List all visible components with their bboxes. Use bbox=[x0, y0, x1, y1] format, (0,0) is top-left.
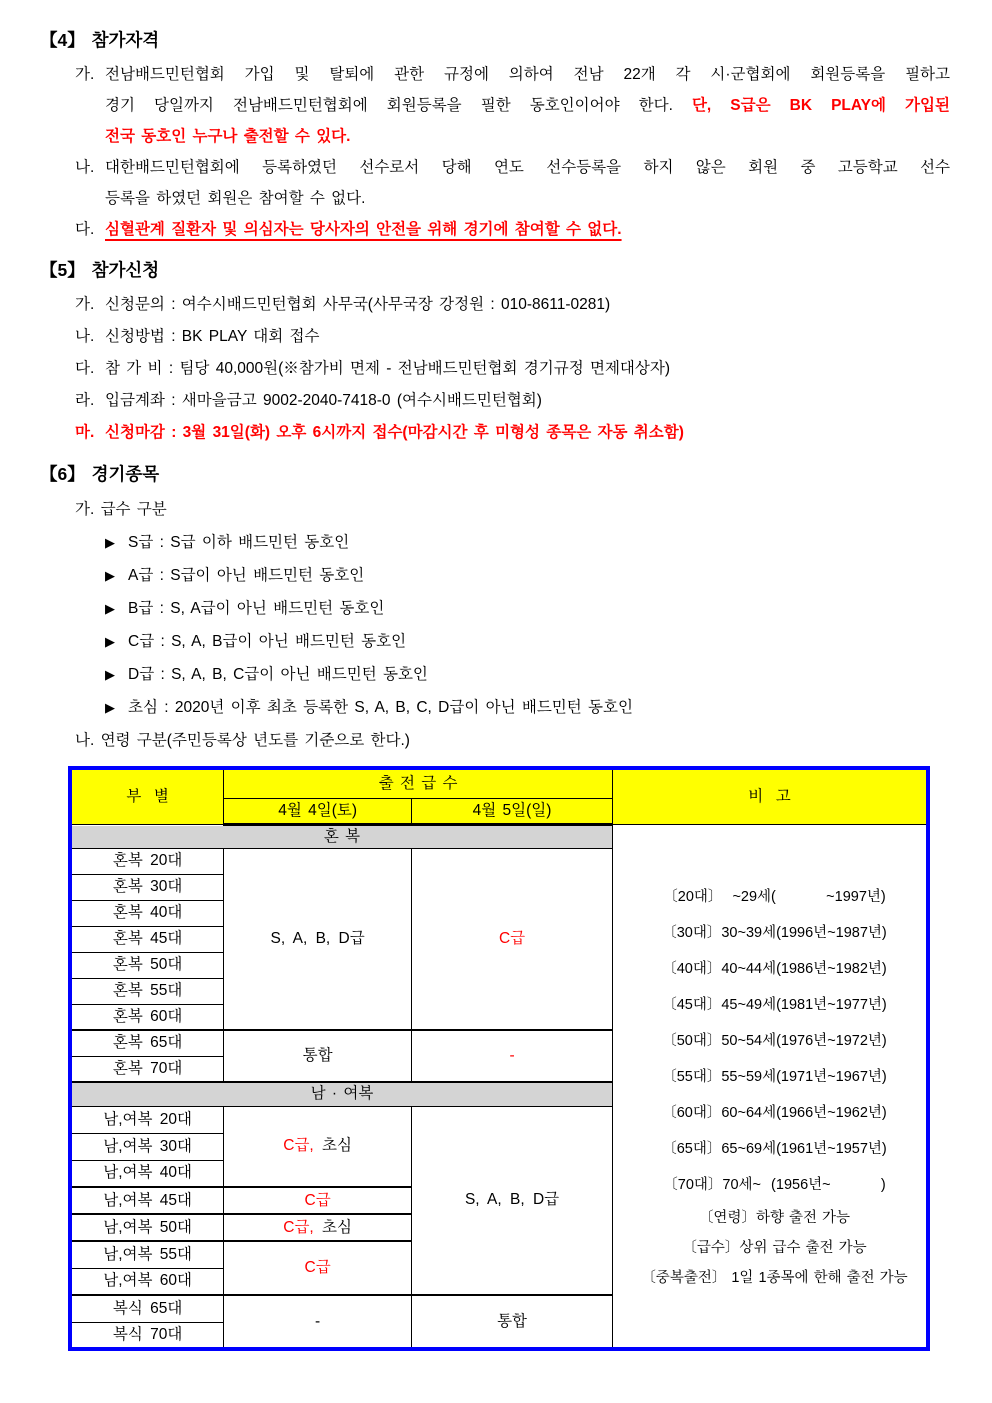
note-line: 〔연령〕하향 출전 가능 bbox=[698, 1209, 851, 1226]
section-application bbox=[40, 258, 950, 449]
section-participation-eligibility bbox=[40, 28, 950, 245]
division-cell: 혼복 60대 bbox=[70, 1004, 224, 1030]
section-4-title: 【4】 참가자격 bbox=[40, 30, 160, 50]
note-line: 〔50대〕50~54세(1976년~1972년) bbox=[662, 1032, 887, 1049]
grade-cell-sat bbox=[224, 1106, 412, 1187]
grade-cell-sat: - bbox=[224, 1295, 412, 1349]
division-cell: 혼복 70대 bbox=[70, 1056, 224, 1082]
division-cell: 혼복 30대 bbox=[70, 874, 224, 900]
list-item-deadline bbox=[75, 417, 950, 449]
division-cell: 복식 70대 bbox=[70, 1322, 224, 1349]
note-line: 〔40대〕40~44세(1986년~1982년) bbox=[662, 960, 887, 977]
division-cell: 남,여복 45대 bbox=[70, 1187, 224, 1214]
division-cell: 남,여복 20대 bbox=[70, 1106, 224, 1133]
list-item bbox=[75, 353, 950, 385]
item-ga bbox=[40, 59, 950, 152]
division-cell: 남,여복 55대 bbox=[70, 1241, 224, 1268]
grade-bullet-item bbox=[105, 559, 950, 592]
section-events bbox=[40, 462, 950, 757]
division-cell: 남,여복 60대 bbox=[70, 1268, 224, 1295]
note-lines bbox=[613, 879, 926, 1293]
note-line: 〔30대〕30~39세(1996년~1987년) bbox=[662, 924, 887, 941]
division-cell: 남,여복 50대 bbox=[70, 1214, 224, 1241]
division-cell: 혼복 65대 bbox=[70, 1030, 224, 1056]
note-cell bbox=[613, 824, 929, 1349]
grade-cell-sat: C급 bbox=[224, 1187, 412, 1214]
grade-cell-sun: - bbox=[412, 1030, 613, 1082]
grade-run: 초심 bbox=[313, 1218, 353, 1236]
grade-bullet-item bbox=[105, 592, 950, 625]
note-line: 〔60대〕60~64세(1966년~1962년) bbox=[662, 1104, 887, 1121]
paragraph-line: 전남배드민턴협회 가입 및 탈퇴에 관한 규정에 의하여 전남 22개 각 시·군협회에 회원등록을 필하고 bbox=[105, 66, 950, 83]
division-cell: 혼복 45대 bbox=[70, 926, 224, 952]
grade-bullet-item bbox=[105, 625, 950, 658]
note-line: 〔중복출전〕 1일 1종목에 한해 출전 가능 bbox=[641, 1269, 908, 1286]
list-item bbox=[75, 289, 950, 321]
age-division-table bbox=[68, 766, 930, 1351]
text-run-red: 단, S급은 BK PLAY에 가입된 bbox=[691, 97, 950, 114]
item-label: 가. bbox=[75, 296, 95, 313]
item-label: 나. bbox=[75, 328, 95, 345]
header-saturday: 4월 4일(토) bbox=[224, 798, 412, 824]
grade-cell-sat: 통합 bbox=[224, 1030, 412, 1082]
item-label: 나. bbox=[75, 159, 95, 176]
band-mixed-doubles: 혼 복 bbox=[70, 824, 613, 848]
text-run-red: 전국 동호인 누구나 출전할 수 있다. bbox=[105, 128, 351, 145]
header-division: 부 별 bbox=[70, 768, 224, 824]
triangle-bullet-icon: ▶ bbox=[105, 634, 115, 649]
paragraph-line bbox=[105, 90, 950, 121]
triangle-bullet-icon: ▶ bbox=[105, 568, 115, 583]
grade-run-red: C급, bbox=[283, 1137, 314, 1155]
paragraph-line bbox=[105, 214, 950, 245]
item-label: 라. bbox=[75, 392, 95, 409]
item-ga-grade: 가. 급수 구분 bbox=[75, 501, 167, 518]
item-label: 가. bbox=[75, 66, 95, 83]
triangle-bullet-icon: ▶ bbox=[105, 601, 115, 616]
grade-run-red: C급, bbox=[283, 1218, 314, 1236]
paragraph-line-red: 신청마감 : 3월 31일(화) 오후 6시까지 접수(마감시간 후 미형성 종목은 자동 취소함) bbox=[105, 424, 684, 441]
note-line: 〔70대〕70세~ (1956년~ ) bbox=[663, 1176, 886, 1193]
paragraph-line: 등록을 하였던 회원은 참여할 수 없다. bbox=[105, 190, 366, 207]
bullet-text: C급 : S, A, B급이 아닌 배드민턴 동호인 bbox=[128, 633, 407, 650]
bullet-text: 초심 : 2020년 이후 최초 등록한 S, A, B, C, D급이 아닌 배드민턴 동호인 bbox=[128, 699, 633, 716]
paragraph-line bbox=[105, 121, 950, 152]
section-6-title: 【6】 경기종목 bbox=[40, 464, 160, 484]
list-item bbox=[75, 385, 950, 417]
note-line: 〔급수〕상위 급수 출전 가능 bbox=[682, 1239, 867, 1256]
paragraph-line: 참 가 비 : 팀당 40,000원(※참가비 면제 - 전남배드민턴협회 경기규정 면제대상자) bbox=[105, 360, 671, 377]
bullet-text: D급 : S, A, B, C급이 아닌 배드민턴 동호인 bbox=[128, 666, 428, 683]
item-na bbox=[40, 152, 950, 214]
division-cell: 혼복 20대 bbox=[70, 848, 224, 874]
grade-bullet-item bbox=[105, 658, 950, 691]
paragraph-line: 입금계좌 : 새마을금고 9002-2040-7418-0 (여수시배드민턴협회) bbox=[105, 392, 542, 409]
grade-cell-sun: C급 bbox=[412, 848, 613, 1030]
header-entry-grade: 출 전 급 수 bbox=[224, 768, 613, 798]
bullet-text: A급 : S급이 아닌 배드민턴 동호인 bbox=[128, 567, 365, 584]
paragraph-line: 대한배드민턴협회에 등록하였던 선수로서 당해 연도 선수등록을 하지 않은 회원 중 고등학교 선수 bbox=[105, 159, 950, 176]
item-label: 다. bbox=[75, 360, 95, 377]
header-sunday: 4월 5일(일) bbox=[412, 798, 613, 824]
grade-cell-sun: 통합 bbox=[412, 1295, 613, 1349]
division-cell: 혼복 55대 bbox=[70, 978, 224, 1004]
triangle-bullet-icon: ▶ bbox=[105, 667, 115, 682]
note-line: 〔45대〕45~49세(1981년~1977년) bbox=[662, 996, 887, 1013]
division-cell: 혼복 40대 bbox=[70, 900, 224, 926]
item-label: 마. bbox=[75, 424, 95, 441]
band-mens-womens-doubles: 남 · 여복 bbox=[70, 1082, 613, 1106]
paragraph-line: 신청방법 : BK PLAY 대회 접수 bbox=[105, 328, 320, 345]
division-cell: 남,여복 40대 bbox=[70, 1160, 224, 1187]
bullet-text: B급 : S, A급이 아닌 배드민턴 동호인 bbox=[128, 600, 385, 617]
item-da bbox=[40, 214, 950, 245]
grade-run: 초심 bbox=[313, 1137, 353, 1155]
note-line: 〔20대〕 ~29세( ~1997년) bbox=[663, 888, 886, 905]
paragraph-line: 신청문의 : 여수시배드민턴협회 사무국(사무국장 강정원 : 010-8611-0281) bbox=[105, 296, 611, 313]
division-cell: 남,여복 30대 bbox=[70, 1133, 224, 1160]
item-na-age: 나. 연령 구분(주민등록상 년도를 기준으로 한다.) bbox=[75, 732, 410, 749]
note-line: 〔65대〕65~69세(1961년~1957년) bbox=[662, 1140, 887, 1157]
item-label: 다. bbox=[75, 221, 95, 238]
triangle-bullet-icon: ▶ bbox=[105, 535, 115, 550]
header-note: 비 고 bbox=[613, 768, 929, 824]
text-run-red-underline: 심혈관계 질환자 및 의심자는 당사자의 안전을 위해 경기에 참여할 수 없다. bbox=[105, 221, 622, 238]
grade-bullet-item bbox=[105, 691, 950, 724]
text-run: 경기 당일까지 전남배드민턴협회에 회원등록을 필한 동호인이어야 한다. bbox=[105, 97, 692, 114]
bullet-text: S급 : S급 이하 배드민턴 동호인 bbox=[128, 534, 350, 551]
triangle-bullet-icon: ▶ bbox=[105, 700, 115, 715]
grade-cell-sat: S, A, B, D급 bbox=[224, 848, 412, 1030]
grade-cell-sat bbox=[224, 1214, 412, 1241]
grade-cell-sat: C급 bbox=[224, 1241, 412, 1295]
grade-bullet-item bbox=[105, 526, 950, 559]
grade-cell-sun: S, A, B, D급 bbox=[412, 1106, 613, 1295]
note-line: 〔55대〕55~59세(1971년~1967년) bbox=[662, 1068, 887, 1085]
division-cell: 혼복 50대 bbox=[70, 952, 224, 978]
list-item bbox=[75, 321, 950, 353]
division-cell: 복식 65대 bbox=[70, 1295, 224, 1322]
section-5-title: 【5】 참가신청 bbox=[40, 260, 160, 280]
